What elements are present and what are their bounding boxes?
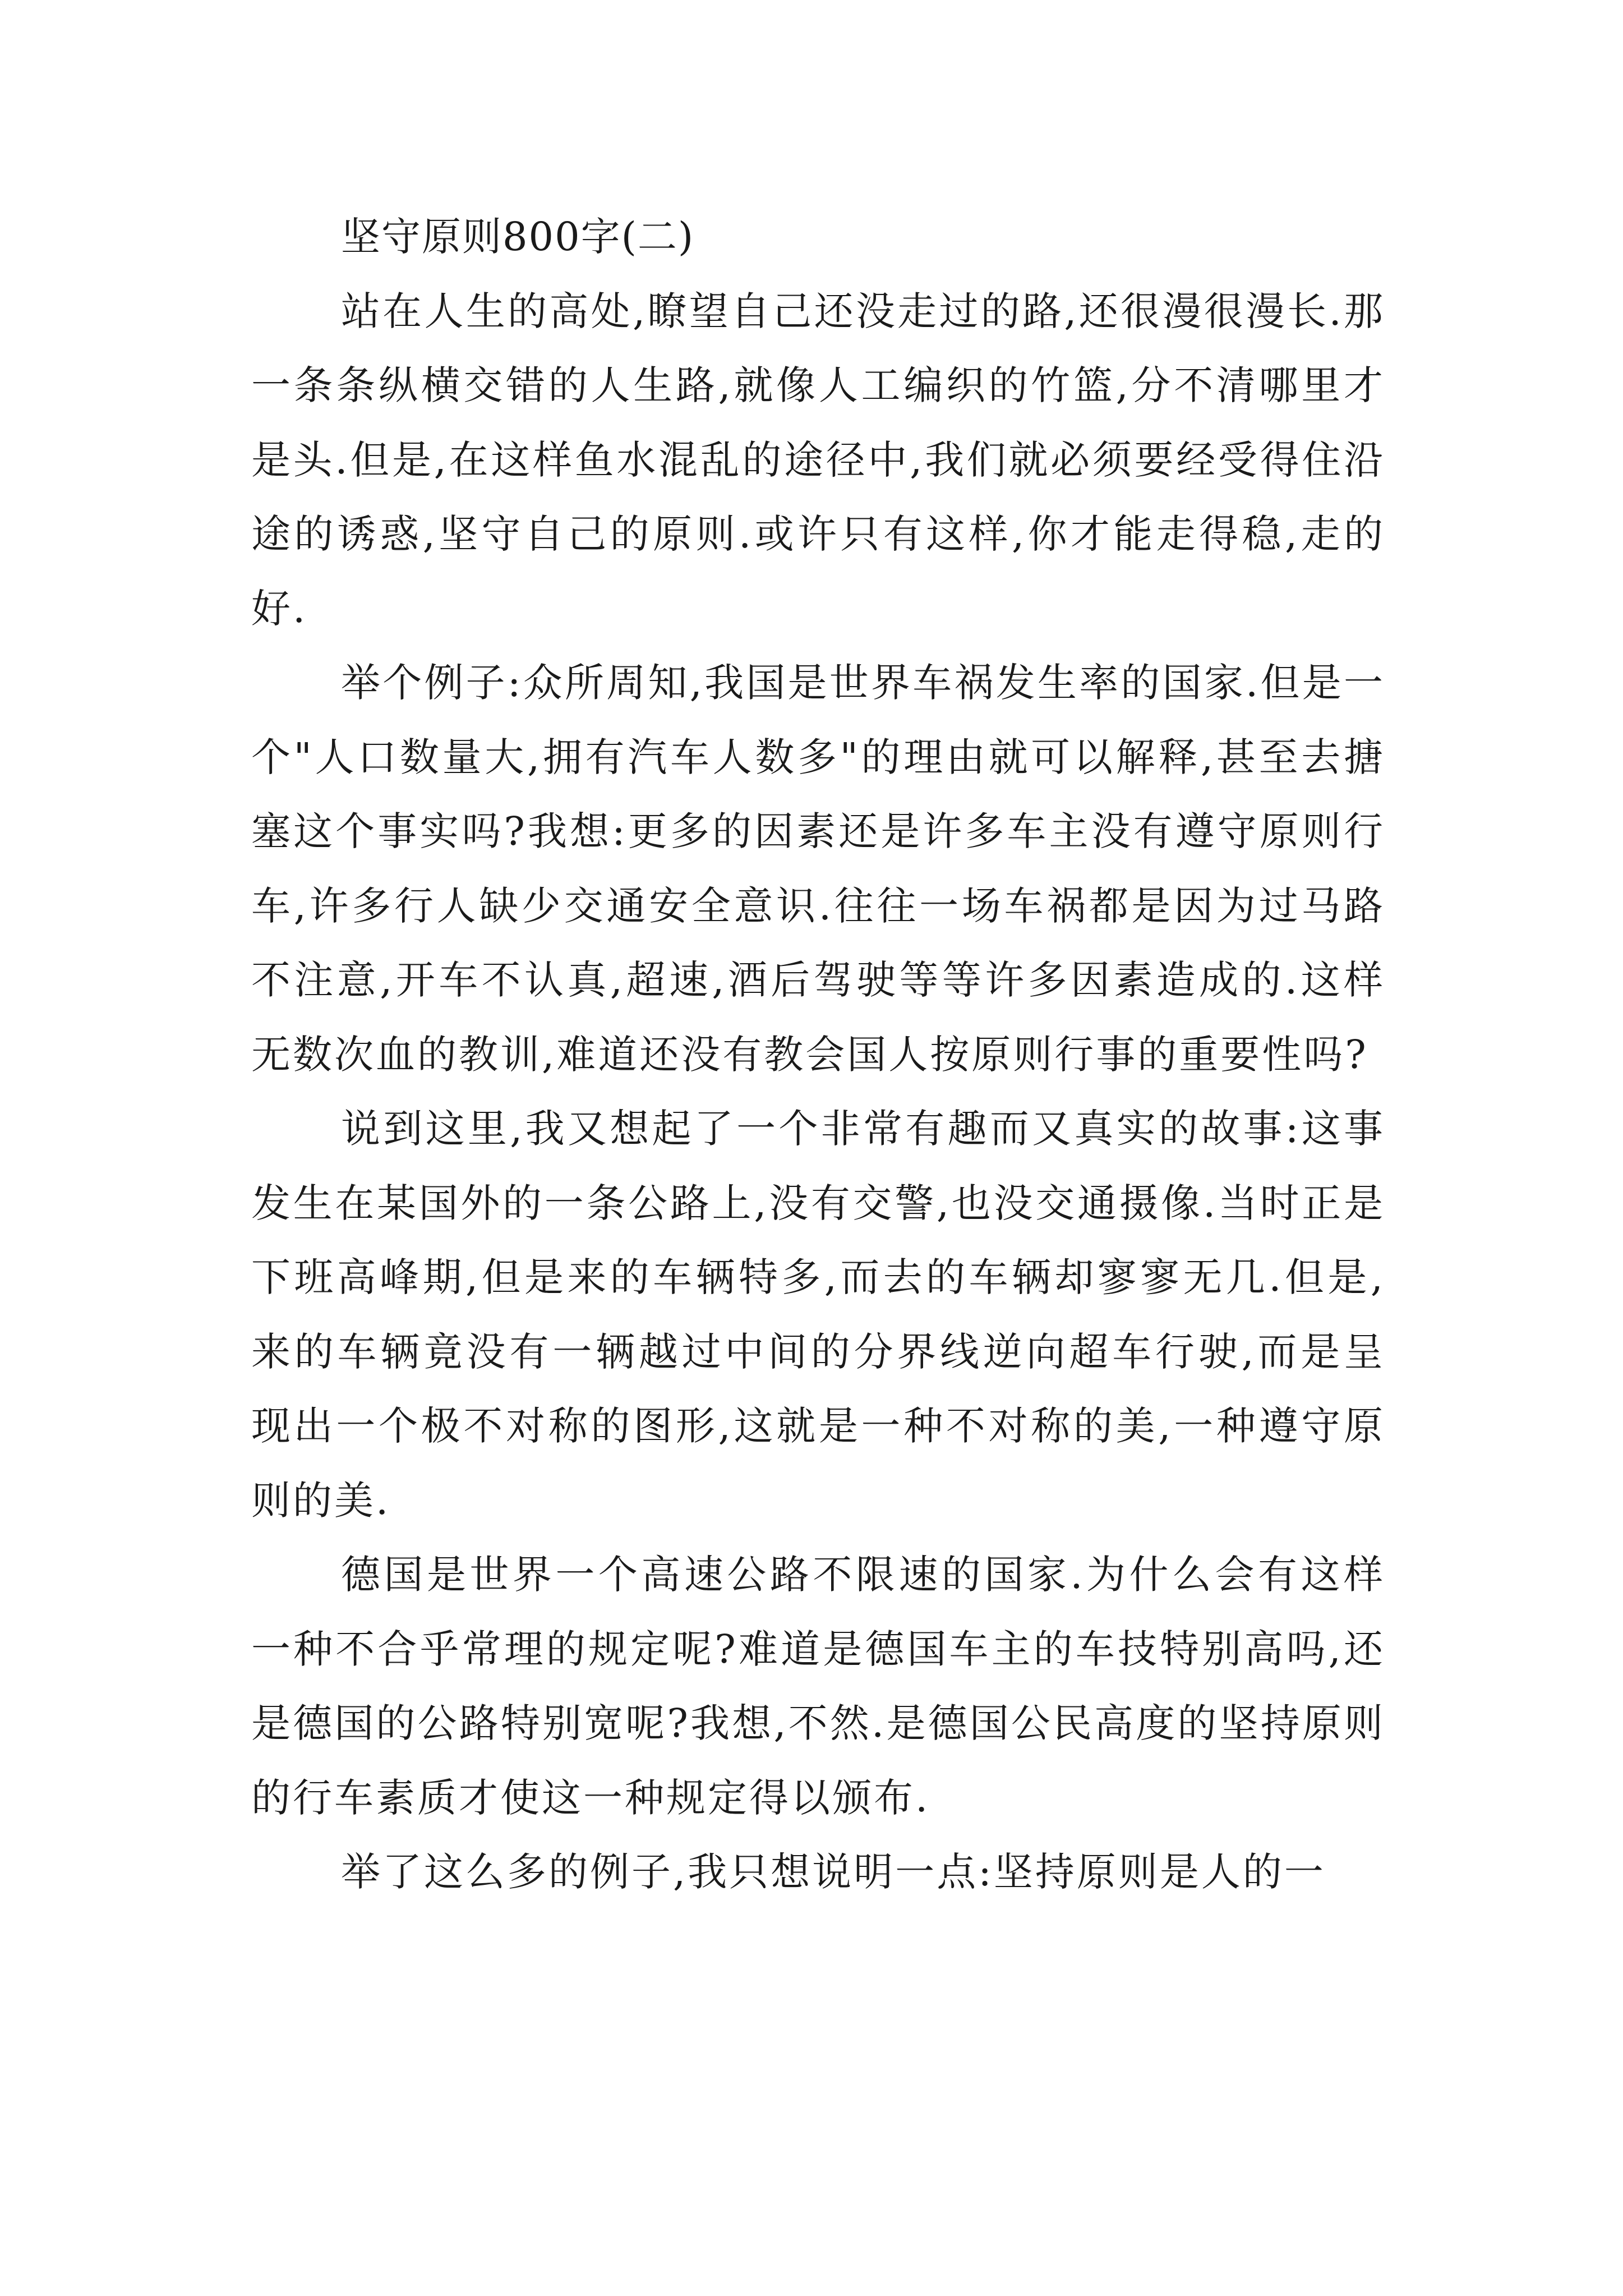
paragraph-5: 举了这么多的例子,我只想说明一点:坚持原则是人的一 [341,1849,1326,1895]
document-body [251,200,1385,1910]
paragraph-1: 站在人生的高处,瞭望自己还没走过的路,还很漫很漫长.那一条条纵横交错的人生路,就像人工编织的竹篮,分不清哪里才是头.但是,在这样鱼水混乱的途径中,我们就必须要经受得住沿途的诱惑,坚守自己的原则.或许只有这样,你才能走得稳,走的好. [251,288,1385,632]
paragraph-2: 举个例子:众所周知,我国是世界车祸发生率的国家.但是一个"人口数量大,拥有汽车人数多"的理由就可以解释,甚至去搪塞这个事实吗?我想:更多的因素还是许多车主没有遵守原则行车,许多行人缺少交通安全意识.往往一场车祸都是因为过马路不注意,开车不认真,超速,酒后驾驶等等许多因素造成的.这样无数次血的教训,难道还没有教会国人按原则行事的重要性吗? [251,660,1385,1078]
paragraph-3: 说到这里,我又想起了一个非常有趣而又真实的故事:这事发生在某国外的一条公路上,没有交警,也没交通摄像.当时正是下班高峰期,但是来的车辆特多,而去的车辆却寥寥无几.但是,来的车辆竟没有一辆越过中间的分界线逆向超车行驶,而是呈现出一个极不对称的图形,这就是一种不对称的美,一种遵守原则的美. [251,1106,1385,1524]
document-title: 坚守原则800字(二) [341,214,695,260]
paragraph-4: 德国是世界一个高速公路不限速的国家.为什么会有这样一种不合乎常理的规定呢?难道是德国车主的车技特别高吗,还是德国的公路特别宽呢?我想,不然.是德国公民高度的坚持原则的行车素质才使这一种规定得以颁布. [251,1552,1385,1821]
